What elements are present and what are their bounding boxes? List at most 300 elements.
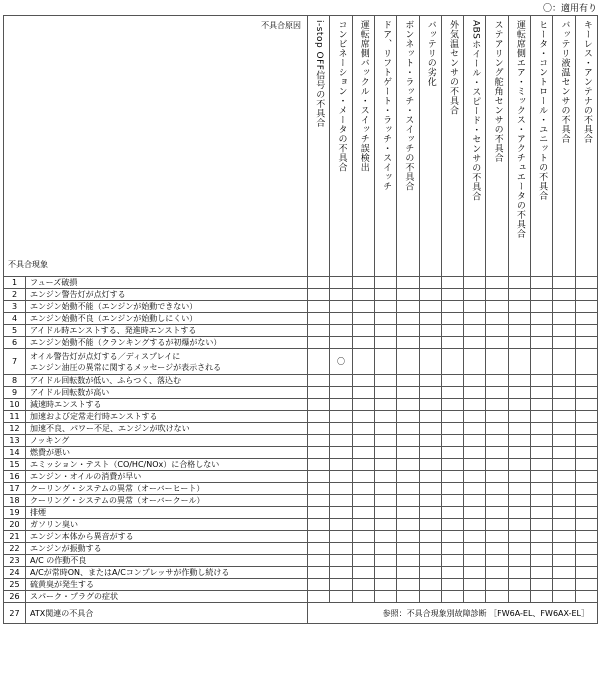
matrix-cell [464,337,486,349]
matrix-cell [575,277,597,289]
cause-column-header [397,16,419,277]
matrix-cell [486,567,508,579]
matrix-cell [419,447,441,459]
matrix-cell [553,301,575,313]
cause-column-header [531,16,553,277]
matrix-cell [553,411,575,423]
matrix-cell [531,411,553,423]
matrix-cell [330,349,352,375]
matrix-cell [486,387,508,399]
matrix-cell [330,567,352,579]
symptom-text: エンジン始動不能（クランキングするが初爆がない） [26,337,308,349]
matrix-cell [553,313,575,325]
matrix-cell [352,325,374,337]
applicable-mark: 〇 [337,357,345,366]
cause-label: 運転席側バックル・スイッチ誤検出 [358,20,369,172]
matrix-cell [464,349,486,375]
matrix-cell [575,579,597,591]
matrix-cell [374,313,396,325]
matrix-cell [419,531,441,543]
matrix-cell [531,447,553,459]
row-number: 4 [4,313,26,325]
matrix-cell [397,507,419,519]
matrix-cell [352,543,374,555]
matrix-cell [486,531,508,543]
row-number: 26 [4,591,26,603]
matrix-cell [486,375,508,387]
matrix-cell [308,579,330,591]
matrix-cell [397,325,419,337]
matrix-cell [531,349,553,375]
symptom-text: 加速不良、パワー不足、エンジンが吹けない [26,423,308,435]
matrix-cell [419,435,441,447]
table-row [4,423,598,435]
matrix-cell [374,531,396,543]
matrix-cell [441,313,463,325]
matrix-cell [486,495,508,507]
matrix-cell [486,325,508,337]
table-row [4,435,598,447]
matrix-cell [352,567,374,579]
matrix-cell [397,483,419,495]
matrix-cell [441,531,463,543]
matrix-cell [531,531,553,543]
matrix-cell [553,459,575,471]
matrix-cell [352,531,374,543]
matrix-cell [508,579,530,591]
matrix-cell [553,435,575,447]
table-row [4,325,598,337]
matrix-cell [374,301,396,313]
symptom-text: A/Cが常時ON、またはA/Cコンプレッサが作動し続ける [26,567,308,579]
matrix-cell [441,483,463,495]
cause-label: コンビネーション・メータの不具合 [336,20,347,172]
matrix-cell [575,349,597,375]
matrix-cell [419,313,441,325]
table-row [4,313,598,325]
matrix-cell [464,495,486,507]
matrix-cell [419,411,441,423]
symptom-text: エンジン警告灯が点灯する [26,289,308,301]
matrix-cell [308,555,330,567]
matrix-cell [308,543,330,555]
matrix-cell [397,313,419,325]
matrix-cell [352,301,374,313]
cause-column-header [508,16,530,277]
table-row-last [4,603,598,624]
row-number: 7 [4,349,26,375]
symptom-text: アイドル回転数が高い [26,387,308,399]
matrix-cell [575,301,597,313]
matrix-cell [352,375,374,387]
matrix-cell [308,325,330,337]
matrix-cell [374,325,396,337]
matrix-cell [441,301,463,313]
matrix-cell [419,471,441,483]
matrix-cell [330,375,352,387]
cause-column-header [486,16,508,277]
matrix-cell [374,447,396,459]
matrix-cell [531,579,553,591]
matrix-cell [441,555,463,567]
matrix-cell [308,591,330,603]
matrix-cell [553,399,575,411]
matrix-cell [352,349,374,375]
matrix-cell [397,543,419,555]
symptom-text: A/C の作動不良 [26,555,308,567]
matrix-cell [486,289,508,301]
matrix-cell [464,411,486,423]
matrix-cell [374,519,396,531]
matrix-cell [308,447,330,459]
matrix-cell [330,313,352,325]
symptom-text: エンジンが振動する [26,543,308,555]
matrix-cell [486,555,508,567]
symptom-text: アイドル回転数が低い、ふらつく、落込む [26,375,308,387]
symptom-text: エミッション・テスト（CO/HC/NOx）に合格しない [26,459,308,471]
matrix-cell [330,519,352,531]
table-row [4,349,598,375]
matrix-cell [330,483,352,495]
row-number: 22 [4,543,26,555]
cause-column-header [441,16,463,277]
matrix-cell [308,289,330,301]
matrix-cell [419,507,441,519]
legend: 〇：適用有り [542,4,597,14]
matrix-cell [464,555,486,567]
matrix-cell [531,387,553,399]
matrix-cell [352,447,374,459]
matrix-cell [486,471,508,483]
header-row [4,16,598,277]
matrix-cell [553,387,575,399]
matrix-cell [352,277,374,289]
cause-column-header [308,16,330,277]
matrix-cell [464,301,486,313]
symptom-text: オイル警告灯が点灯する／ディスプレイに エンジン油圧の異常に関するメッセージが表示される [26,349,308,375]
matrix-cell [441,447,463,459]
matrix-cell [531,423,553,435]
matrix-cell [486,507,508,519]
matrix-cell [553,423,575,435]
matrix-cell [419,483,441,495]
matrix-cell [352,555,374,567]
matrix-cell [508,495,530,507]
cause-label: 外気温センサの不具合 [447,20,458,115]
matrix-cell [486,337,508,349]
matrix-cell [419,423,441,435]
matrix-cell [553,349,575,375]
matrix-cell [441,387,463,399]
matrix-cell [419,387,441,399]
matrix-cell [441,277,463,289]
matrix-cell [352,483,374,495]
matrix-cell [441,289,463,301]
matrix-cell [575,519,597,531]
matrix-cell [575,399,597,411]
matrix-cell [575,435,597,447]
matrix-cell [575,337,597,349]
matrix-cell [397,555,419,567]
matrix-cell [464,567,486,579]
matrix-cell [308,567,330,579]
matrix-cell [531,471,553,483]
matrix-cell [508,507,530,519]
matrix-cell [553,555,575,567]
row-number: 17 [4,483,26,495]
matrix-cell [464,313,486,325]
symptom-text: エンジン本体から異音がする [26,531,308,543]
matrix-cell [330,325,352,337]
matrix-cell [575,495,597,507]
table-row [4,375,598,387]
matrix-cell [553,483,575,495]
matrix-cell [308,399,330,411]
matrix-cell [374,567,396,579]
matrix-cell [531,399,553,411]
cause-label: i-stop OFF信号の不具合 [314,20,325,128]
row-number: 23 [4,555,26,567]
matrix-cell [397,519,419,531]
matrix-cell [553,507,575,519]
matrix-cell [330,387,352,399]
matrix-cell [553,531,575,543]
symptom-text: 減速時エンストする [26,399,308,411]
matrix-cell [419,591,441,603]
matrix-cell [330,435,352,447]
row-number: 16 [4,471,26,483]
row-number: 21 [4,531,26,543]
matrix-cell [531,483,553,495]
matrix-cell [419,579,441,591]
matrix-cell [508,471,530,483]
symptom-text: ノッキング [26,435,308,447]
cause-label: ボンネット・ラッチ・スイッチの不具合 [403,20,414,191]
table-row [4,495,598,507]
cause-column-header [330,16,352,277]
cause-column-header [419,16,441,277]
matrix-cell [508,387,530,399]
matrix-cell [531,313,553,325]
matrix-cell [352,399,374,411]
row-number: 8 [4,375,26,387]
matrix-cell [397,471,419,483]
matrix-cell [374,579,396,591]
matrix-cell [397,301,419,313]
matrix-cell [441,495,463,507]
row-number: 19 [4,507,26,519]
matrix-cell [508,277,530,289]
matrix-cell [441,471,463,483]
matrix-cell [553,325,575,337]
matrix-cell [441,375,463,387]
matrix-cell [575,459,597,471]
matrix-cell [374,399,396,411]
table-row [4,471,598,483]
matrix-cell [308,387,330,399]
matrix-cell [464,289,486,301]
matrix-cell [374,459,396,471]
matrix-cell [464,519,486,531]
matrix-cell [374,423,396,435]
matrix-cell [486,435,508,447]
matrix-cell [308,471,330,483]
matrix-cell [419,543,441,555]
matrix-cell [352,313,374,325]
matrix-cell [374,471,396,483]
matrix-cell [397,447,419,459]
matrix-cell [330,507,352,519]
matrix-cell [553,471,575,483]
matrix-cell [531,277,553,289]
matrix-cell [553,447,575,459]
matrix-cell [330,301,352,313]
matrix-cell [330,591,352,603]
symptom-text: クーリング・システムの異常（オーバークール） [26,495,308,507]
cause-label: ステアリング舵角センサの不具合 [492,20,503,163]
matrix-cell [397,289,419,301]
matrix-cell [508,325,530,337]
table-row [4,579,598,591]
matrix-cell [531,325,553,337]
cause-label: キーレス・アンテナの不具合 [581,20,592,144]
matrix-cell [486,423,508,435]
cause-column-header [352,16,374,277]
matrix-cell [397,375,419,387]
matrix-cell [330,423,352,435]
matrix-cell [308,507,330,519]
matrix-cell [486,543,508,555]
row-number: 15 [4,459,26,471]
matrix-cell [508,447,530,459]
table-row [4,447,598,459]
table-row [4,507,598,519]
matrix-cell [397,531,419,543]
matrix-cell [508,531,530,543]
matrix-cell [464,471,486,483]
matrix-cell [553,519,575,531]
matrix-cell [464,483,486,495]
symptom-text: スパーク・プラグの症状 [26,591,308,603]
matrix-cell [464,459,486,471]
matrix-cell [553,277,575,289]
matrix-cell [508,313,530,325]
matrix-cell [464,277,486,289]
table-row [4,543,598,555]
row-number: 1 [4,277,26,289]
matrix-cell [374,495,396,507]
matrix-cell [575,483,597,495]
matrix-cell [441,411,463,423]
matrix-cell [486,349,508,375]
matrix-cell [531,519,553,531]
row-number: 5 [4,325,26,337]
matrix-cell [508,301,530,313]
matrix-cell [352,579,374,591]
matrix-cell [308,495,330,507]
cause-label: バッテリの劣化 [425,20,436,87]
matrix-cell [464,447,486,459]
matrix-cell [419,337,441,349]
matrix-cell [531,567,553,579]
matrix-cell [419,555,441,567]
matrix-cell [575,567,597,579]
matrix-cell [419,349,441,375]
matrix-cell [397,435,419,447]
matrix-cell [486,483,508,495]
matrix-cell [330,289,352,301]
row-number: 24 [4,567,26,579]
matrix-cell [508,423,530,435]
matrix-cell [352,423,374,435]
matrix-cell [352,387,374,399]
row-number: 11 [4,411,26,423]
matrix-cell [419,325,441,337]
row-number: 20 [4,519,26,531]
matrix-cell [397,277,419,289]
matrix-cell [486,411,508,423]
matrix-cell [419,459,441,471]
matrix-cell [330,459,352,471]
matrix-cell [575,555,597,567]
matrix-cell [531,289,553,301]
matrix-cell [575,387,597,399]
matrix-cell [575,471,597,483]
matrix-cell [330,555,352,567]
cause-column-header [575,16,597,277]
matrix-cell [397,591,419,603]
matrix-cell [464,591,486,603]
matrix-cell [486,313,508,325]
matrix-cell [531,555,553,567]
matrix-cell [575,375,597,387]
matrix-cell [486,277,508,289]
matrix-cell [308,313,330,325]
table-row [4,289,598,301]
matrix-cell [330,471,352,483]
matrix-cell [575,543,597,555]
matrix-cell [330,579,352,591]
matrix-cell [441,459,463,471]
matrix-cell [553,337,575,349]
matrix-cell [508,375,530,387]
reference-note: 参照：不具合現象別故障診断 ［FW6A-EL、FW6AX-EL］ [308,603,598,624]
matrix-cell [374,289,396,301]
matrix-cell [575,507,597,519]
matrix-cell [397,495,419,507]
symptom-text: 硫黄臭が発生する [26,579,308,591]
matrix-cell [508,459,530,471]
matrix-cell [575,423,597,435]
matrix-cell [374,337,396,349]
table-row [4,459,598,471]
matrix-cell [486,591,508,603]
matrix-cell [397,459,419,471]
matrix-cell [553,579,575,591]
table-row [4,337,598,349]
row-number: 25 [4,579,26,591]
matrix-cell [464,531,486,543]
symptom-text: フューズ破損 [26,277,308,289]
cause-column-header [374,16,396,277]
symptom-header-label: 不具合現象 [8,260,48,269]
matrix-cell [441,325,463,337]
row-number: 12 [4,423,26,435]
symptom-text: クーリング・システムの異常（オーバーヒート） [26,483,308,495]
matrix-cell [374,277,396,289]
matrix-cell [330,399,352,411]
matrix-cell [330,495,352,507]
